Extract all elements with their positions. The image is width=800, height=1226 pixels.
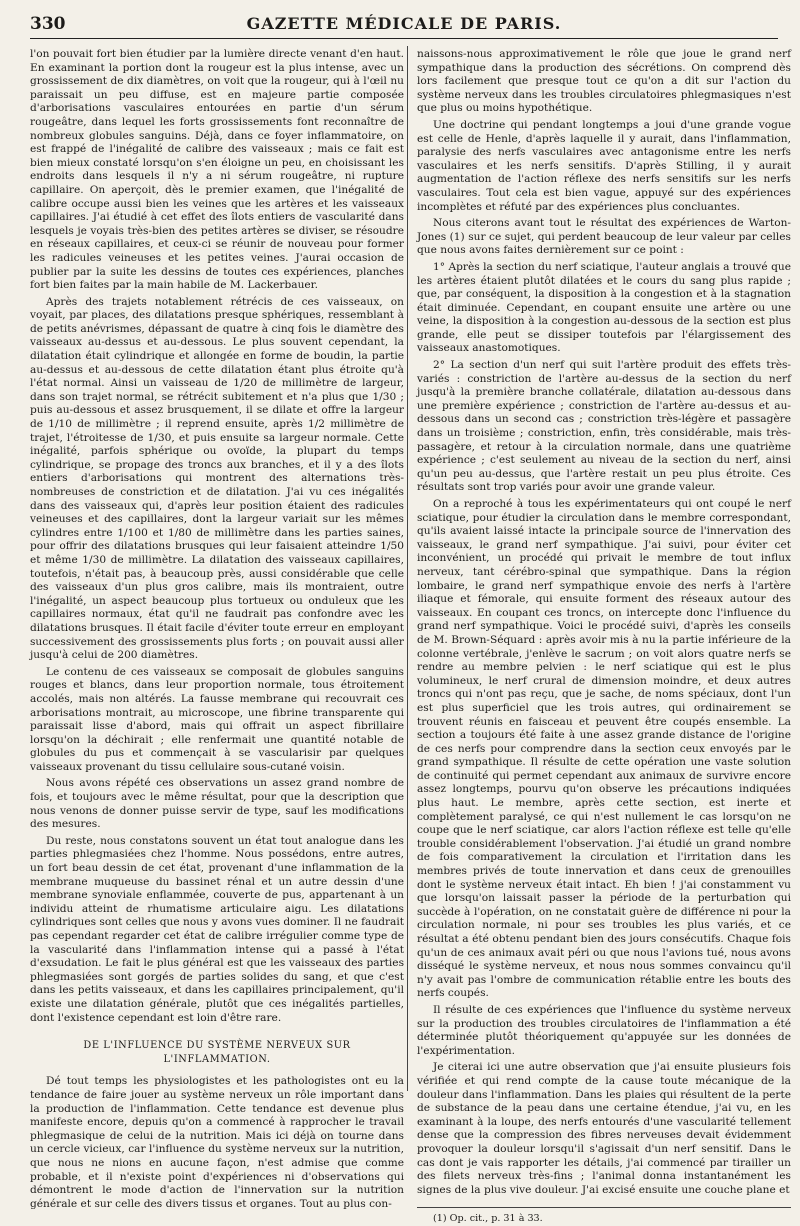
paragraph: Dé tout temps les physiologistes et les pathologistes ont eu la tendance de faire jouer au système nerveux un rôle important dans la production de l'inflammation. Cette tendance est devenue plus manifeste encore, depuis qu'on a commencé à rapprocher le travail phlegmasique de celui de la nutrition. Mais ici déjà on tourne dans un cercle vicieux, car l'influence du système nerveux sur la nutrition, que nous ne nions en aucune façon, n'est admise que comme probable, et il n'existe point d'expériences ni d'observations qui démontrent le mode d'action de l'innervation sur la nutrition générale et sur celle des divers tissus et organes. Tout au plus con- [30, 1075, 404, 1210]
paragraph: Il résulte de ces expériences que l'influence du système nerveux sur la production des troubles circulatoires de l'inflammation a été déterminée plutôt théoriquement qu'appuyée sur les données de l'expérimentation. [417, 1003, 791, 1057]
column-divider [407, 46, 408, 1091]
paragraph: Du reste, nous constatons souvent un état tout analogue dans les parties phlegmasiées chez l'homme. Nous possédons, entre autres, un fort beau dessin de cet état, provenant d'une inflammation de la membrane muqueuse du bassinet rénal et un autre dessin d'une membrane synoviale enflammée, couverte de pus, appartenant à un individu atteint de rhumatisme articulaire aigu. Les dilatations cylindriques sont celles que nous y avons vues dominer. Il ne faudrait pas cependant regarder cet état de calibre irrégulier comme type de la vascularité dans l'inflammation intense qui a passé à l'état d'exsudation. Le fait le plus général est que les vaisseaux des parties phlegmasiées sont gorgés de parties solides du sang, et que c'est dans les petits vaisseaux, et dans les capillaires principalement, qu'il existe une dilatation générale, plutôt que ces inégalités partielles, dont l'existence cependant est loin d'être rare. [30, 834, 404, 1024]
paragraph: Nous citerons avant tout le résultat des expériences de Warton-Jones (1) sur ce sujet, qui perdent beaucoup de leur valeur par celles que nous avons faites dernièrement sur ce point : [417, 217, 791, 257]
paragraph: 1° Après la section du nerf sciatique, l'auteur anglais a trouvé que les artères étaient plutôt dilatées et le cours du sang plus rapide ; que, par conséquent, la disposition à la congestion et à la stagnation était diminuée. Cependant, en coupant ensuite une artère ou une veine, la disposition à la congestion au-dessous de la section est plus grande, elle peut se dissiper toutefois par l'élargissement des vaisseaux anastomotiques. [417, 260, 791, 355]
left-column [30, 48, 404, 1210]
paragraph: l'on pouvait fort bien étudier par la lumière directe venant d'en haut. En examinant la portion dont la rougeur est la plus intense, avec un grossissement de dix diamètres, on voit que la rougeur, qui à l'œil nu paraissait un peu diffuse, est en majeure partie composée d'arborisations vasculaires entourées en partie d'un sérum rougeâtre, dans lequel les forts grossissements font reconnaître de nombreux globules sanguins. Déjà, dans ce foyer inflammatoire, on est frappé de l'inégalité de calibre des vaisseaux ; mais ce fait est bien mieux constaté lorsqu'on s'en éloigne un peu, en choisissant les endroits dans lesquels il n'y a ni sérum rougeâtre, ni rupture capillaire. On aperçoit, dès le premier examen, que l'inégalité de calibre occupe aussi bien les veines que les artères et les vaisseaux capillaires. J'ai étudié à cet effet des îlots entiers de vascularité dans lesquels je voyais très-bien des petites artères se diviser, se résoudre en réseaux capillaires, et ceux-ci se réunir de nouveau pour former les radicules veineuses et les petites veines. J'aurai occasion de publier par la suite les dessins de toutes ces expériences, planches fort bien faites par la main habile de M. Lackerbauer. [30, 48, 404, 292]
section-heading: DE L'INFLUENCE DU SYSTÈME NERVEUX SUR L'INFLAMMATION. [83, 1040, 351, 1065]
paragraph: Une doctrine qui pendant longtemps a joui d'une grande vogue est celle de Henle, d'après laquelle il y aurait, dans l'inflammation, paralysie des nerfs vasculaires avec antagonisme entre les nerfs vasculaires et les nerfs sensitifs. D'après Stilling, il y aurait augmentation de l'action réflexe des nerfs sensitifs sur les nerfs vasculaires. Tout cela est bien vague, appuyé sur des expériences incomplètes et réfuté par des expériences plus concluantes. [417, 118, 791, 213]
right-column [417, 48, 791, 1225]
paragraph: Je citerai ici une autre observation que j'ai ensuite plusieurs fois vérifiée et qui rend compte de la cause toute mécanique de la douleur dans l'inflammation. Dans les plaies qui résultent de la perte de substance de la peau dans une certaine étendue, j'ai vu, en les examinant à la loupe, des nerfs entourés d'une vascularité tellement dense que la compression des fibres nerveuses devait évidemment provoquer la douleur lorsqu'il s'agissait d'un nerf sensitif. Dans le cas dont je vais rapporter les détails, j'ai commencé par tirailler un des filets nerveux très-fins ; l'animal donna instantanément les signes de la plus vive douleur. J'ai excisé ensuite une couche plane et [417, 1061, 791, 1196]
paragraph: Le contenu de ces vaisseaux se composait de globules sanguins rouges et blancs, dans leur proportion normale, tous étroitement accolés, mais non altérés. La fausse membrane qui recouvrait ces arborisations montrait, au microscope, une fibrine transparente qui paraissait lisse d'abord, mais qui offrait un aspect fibrillaire lorsqu'on la déchirait ; elle renfermait une quantité notable de globules du pus et commençait à se vascularisir par quelques vaisseaux provenant du tissu cellulaire sous-cutané voisin. [30, 665, 404, 773]
paragraph: 2° La section d'un nerf qui suit l'artère produit des effets très-variés : constriction de l'artère au-dessus de la section du nerf jusqu'à la première branche collatérale, dilatation au-dessous dans une première expérience ; constriction de l'artère au-dessus et au-dessous dans un second cas ; constriction très-légère et passagère dans un troisième ; constriction, enfin, très considérable, mais très-passagère, et retour à la circulation normale, dans une quatrième expérience ; c'est seulement au niveau de la section du nerf, ainsi qu'un peu au-dessus, que l'artère restait un peu plus étroite. Ces résultats sont trop variés pour avoir une grande valeur. [417, 359, 791, 494]
paragraph: Nous avons répété ces observations un assez grand nombre de fois, et toujours avec le même résultat, pour que la description que nous venons de donner puisse servir de type, sauf les modifications des mesures. [30, 777, 404, 831]
page-header [30, 12, 778, 39]
footnote: (1) Op. cit., p. 31 à 33. [433, 1213, 543, 1225]
paragraph: On a reproché à tous les expérimentateurs qui ont coupé le nerf sciatique, pour étudier la circulation dans le membre correspondant, qu'ils avaient laissé intacte la principale source de l'innervation des vaisseaux, le grand nerf sympathique. J'ai suivi, pour éviter cet inconvénient, un procédé qui privait le membre de tout influx nerveux, tant cérébro-spinal que sympathique. Dans la région lombaire, le grand nerf sympathique envoie des nerfs à l'artère iliaque et fémorale, qui ensuite forment des réseaux autour des vaisseaux. En coupant ces troncs, on intercepte donc l'influence du grand nerf sympathique. Voici le procédé suivi, d'après les conseils de M. Brown-Séquard : après avoir mis à nu la partie inférieure de la colonne vertébrale, j'enlève le sacrum ; on voit alors quatre nerfs se rendre au membre pelvien : le nerf sciatique qui est le plus volumineux, le nerf crural de dimension moindre, et deux autres troncs qui n'ont pas reçu, que je sache, de noms spéciaux, dont l'un est plus superficiel que les trois autres, qui ordinairement se trouvent réunis en faisceau et peuvent être coupés ensemble. La section a toujours été faite à une assez grande distance de l'origine de ces nerfs pour comprendre dans la section ceux envoyés par le grand sympathique. Il résulte de cette opération une vaste solution de continuité qui permet cependant aux animaux de survivre encore assez longtemps, pourvu qu'on observe les précautions indiquées plus haut. Le membre, après cette section, est inerte et complètement paralysé, ce qui n'est nullement le cas lorsqu'on ne coupe que le nerf sciatique, car alors l'action réflexe est telle qu'elle trouble considérablement l'observation. J'ai étudié un grand nombre de fois comparativement la circulation et l'irritation dans les membres privés de toute innervation et dans ceux de grenouilles dont le système nerveux était intact. Eh bien ! j'ai constamment vu que lorsqu'on laissait passer la période de la perturbation qui succède à l'opération, on ne constatait guère de différence ni pour la circulation normale, ni pour ses troubles les plus variés, et ce résultat a été obtenu pendant bien des jours consécutifs. Chaque fois qu'un de ces animaux avait péri ou que nous l'avions tué, nous avons disséqué le système nerveux, et nous nous sommes convaincu qu'il n'y avait pas l'ombre de communication rétablie entre les bouts des nerfs coupés. [417, 498, 791, 1000]
page-number: 330 [30, 14, 66, 34]
footnote-divider [417, 1207, 791, 1208]
running-title: GAZETTE MÉDICALE DE PARIS. [246, 14, 562, 33]
paragraph: Après des trajets notablement rétrécis de ces vaisseaux, on voyait, par places, des dilatations presque sphériques, ressemblant à de petits anévrismes, dépassant de quatre à cinq fois le diamètre des vaisseaux au-dessus et au-dessous. Le plus souvent cependant, la dilatation était cylindrique et allongée en forme de boudin, la partie au-dessus et au-dessous de cette dilatation étant plus étroite qu'à l'état normal. Ainsi un vaisseau de 1/20 de millimètre de largeur, dans son trajet normal, se rétrécit subitement et n'a plus que 1/30 ; puis au-dessous et assez brusquement, il se dilate et offre la largeur de 1/10 de millimètre ; il reprend ensuite, après 1/2 millimètre de trajet, l'étroitesse de 1/30, et puis ensuite sa largeur normale. Cette inégalité, parfois sphérique ou ovoïde, la plupart du temps cylindrique, se propage des troncs aux branches, et il y a des îlots entiers d'arborisations qui montrent des alternations très-nombreuses de constriction et de dilatation. J'ai vu ces inégalités dans des vaisseaux qui, d'après leur position étaient des radicules veineuses et des capillaires, dont la largeur variait sur les mêmes cylindres entre 1/100 et 1/80 de millimètre dans les parties saines, pour offrir des dilatations brusques qui leur faisaient atteindre 1/50 et même 1/30 de millimètre. La dilatation des vaisseaux capillaires, toutefois, n'était pas, à beaucoup près, aussi considérable que celle des vaisseaux d'un plus gros calibre, mais ils montraient, outre l'inégalité, un aspect beaucoup plus tortueux ou onduleux que les capillaires normaux, état qu'il ne faudrait pas confondre avec les dilatations brusques. Il était facile d'éviter toute erreur en employant successivement des grossissements plus forts ; on pouvait aussi aller jusqu'à celui de 200 diamètres. [30, 295, 404, 662]
paragraph: naissons-nous approximativement le rôle que joue le grand nerf sympathique dans la production des sécrétions. On comprend dès lors facilement que presque tout ce qu'on a dit sur l'action du système nerveux dans les troubles circulatoires phlegmasiques n'est que plus ou moins hypothétique. [417, 48, 791, 115]
